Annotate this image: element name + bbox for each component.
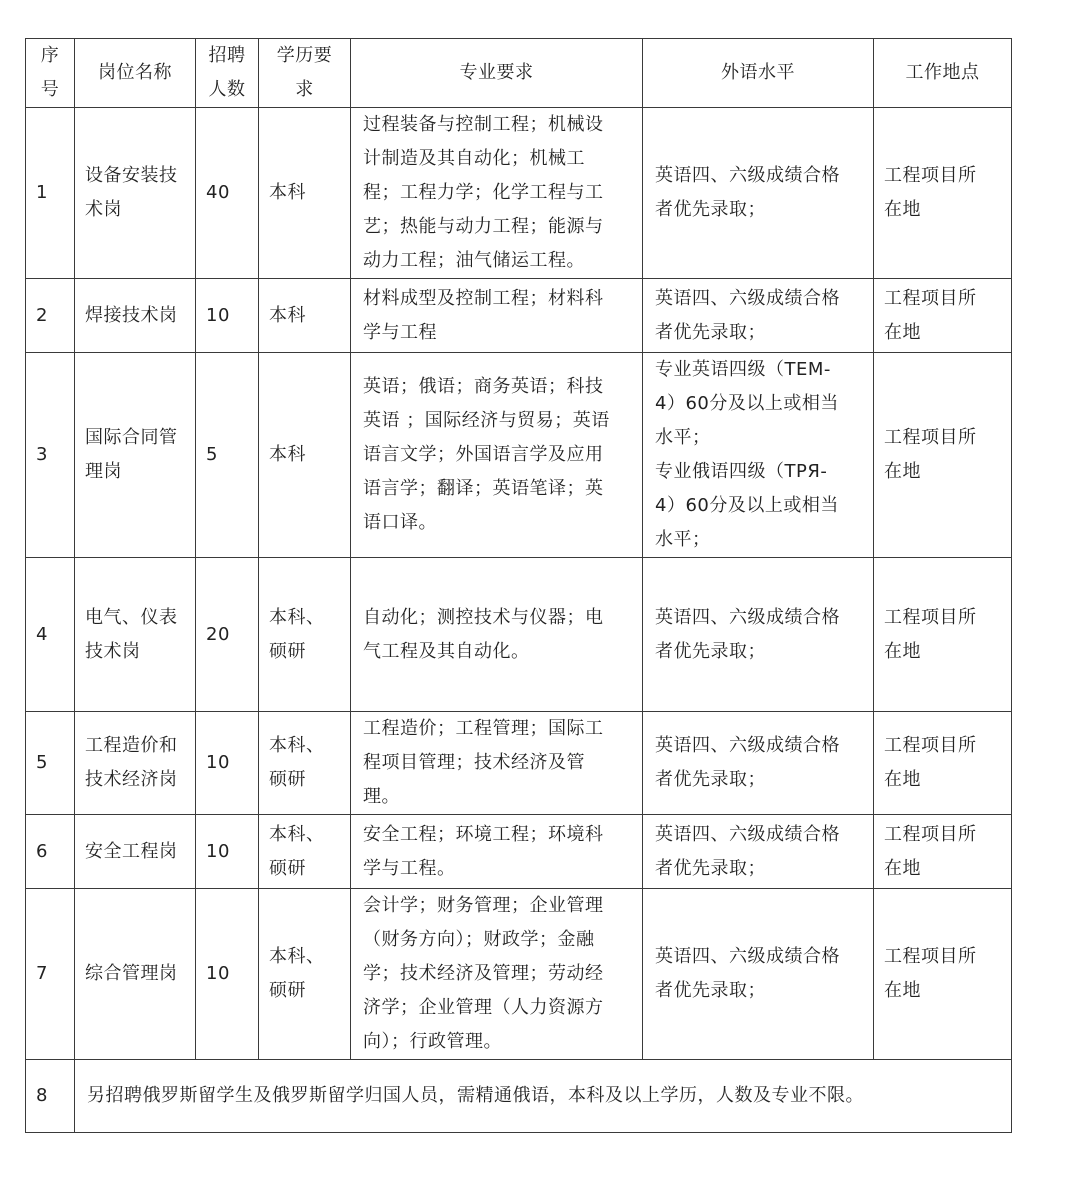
cell-count: 10 [196, 889, 259, 1060]
cell-language: 英语四、六级成绩合格 者优先录取； [643, 279, 874, 353]
header-location: 工作地点 [874, 39, 1012, 108]
cell-count: 10 [196, 279, 259, 353]
cell-major: 安全工程；环境工程；环境科 学与工程。 [351, 815, 643, 889]
table-row [26, 558, 1012, 712]
cell-major: 材料成型及控制工程；材料科 学与工程 [351, 279, 643, 353]
cell-count: 10 [196, 815, 259, 889]
cell-position: 综合管理岗 [75, 889, 196, 1060]
cell-seq: 3 [26, 353, 75, 558]
table-row [26, 712, 1012, 815]
header-seq: 序 号 [26, 39, 75, 108]
cell-major: 英语；俄语；商务英语；科技 英语 ；国际经济与贸易；英语 语言文学；外国语言学及应用 语言学；翻译；英语笔译；英 语口译。 [351, 353, 643, 558]
cell-education: 本科 [259, 108, 351, 279]
cell-seq: 6 [26, 815, 75, 889]
cell-education: 本科、 硕研 [259, 712, 351, 815]
cell-location: 工程项目所 在地 [874, 108, 1012, 279]
cell-seq: 4 [26, 558, 75, 712]
cell-note: 另招聘俄罗斯留学生及俄罗斯留学归国人员，需精通俄语，本科及以上学历，人数及专业不限。 [75, 1060, 1012, 1133]
cell-language: 英语四、六级成绩合格 者优先录取； [643, 558, 874, 712]
cell-seq: 2 [26, 279, 75, 353]
cell-education: 本科 [259, 353, 351, 558]
cell-education: 本科、 硕研 [259, 558, 351, 712]
cell-position: 设备安装技 术岗 [75, 108, 196, 279]
cell-language: 英语四、六级成绩合格 者优先录取； [643, 889, 874, 1060]
recruitment-table [25, 38, 1012, 1133]
header-language: 外语水平 [643, 39, 874, 108]
cell-location: 工程项目所 在地 [874, 353, 1012, 558]
cell-seq: 8 [26, 1060, 75, 1133]
table-row [26, 889, 1012, 1060]
cell-location: 工程项目所 在地 [874, 815, 1012, 889]
cell-location: 工程项目所 在地 [874, 558, 1012, 712]
cell-location: 工程项目所 在地 [874, 279, 1012, 353]
table-row [26, 353, 1012, 558]
table-row [26, 279, 1012, 353]
header-count: 招聘 人数 [196, 39, 259, 108]
cell-count: 5 [196, 353, 259, 558]
cell-position: 国际合同管 理岗 [75, 353, 196, 558]
cell-location: 工程项目所 在地 [874, 712, 1012, 815]
table-row [26, 815, 1012, 889]
cell-major: 过程装备与控制工程；机械设 计制造及其自动化；机械工 程；工程力学；化学工程与工 艺；热能与动力工程；能源与 动力工程；油气储运工程。 [351, 108, 643, 279]
cell-education: 本科 [259, 279, 351, 353]
header-position: 岗位名称 [75, 39, 196, 108]
table-row [26, 108, 1012, 279]
table-row-note [26, 1060, 1012, 1133]
cell-count: 20 [196, 558, 259, 712]
cell-count: 40 [196, 108, 259, 279]
cell-major: 会计学；财务管理；企业管理 （财务方向）；财政学；金融 学；技术经济及管理；劳动经 济学；企业管理（人力资源方 向）；行政管理。 [351, 889, 643, 1060]
header-education: 学历要 求 [259, 39, 351, 108]
cell-seq: 5 [26, 712, 75, 815]
cell-location: 工程项目所 在地 [874, 889, 1012, 1060]
cell-education: 本科、 硕研 [259, 889, 351, 1060]
cell-language: 专业英语四级（TEM- 4）60分及以上或相当 水平； 专业俄语四级（TPЯ- 4）60分及以上或相当 水平； [643, 353, 874, 558]
cell-count: 10 [196, 712, 259, 815]
cell-position: 安全工程岗 [75, 815, 196, 889]
cell-position: 焊接技术岗 [75, 279, 196, 353]
cell-position: 电气、仪表 技术岗 [75, 558, 196, 712]
cell-language: 英语四、六级成绩合格 者优先录取； [643, 815, 874, 889]
cell-major: 工程造价；工程管理；国际工 程项目管理；技术经济及管 理。 [351, 712, 643, 815]
cell-language: 英语四、六级成绩合格 者优先录取； [643, 108, 874, 279]
header-major: 专业要求 [351, 39, 643, 108]
cell-seq: 7 [26, 889, 75, 1060]
cell-education: 本科、 硕研 [259, 815, 351, 889]
cell-language: 英语四、六级成绩合格 者优先录取； [643, 712, 874, 815]
cell-position: 工程造价和 技术经济岗 [75, 712, 196, 815]
cell-seq: 1 [26, 108, 75, 279]
cell-major: 自动化；测控技术与仪器；电 气工程及其自动化。 [351, 558, 643, 712]
header-row [26, 39, 1012, 108]
